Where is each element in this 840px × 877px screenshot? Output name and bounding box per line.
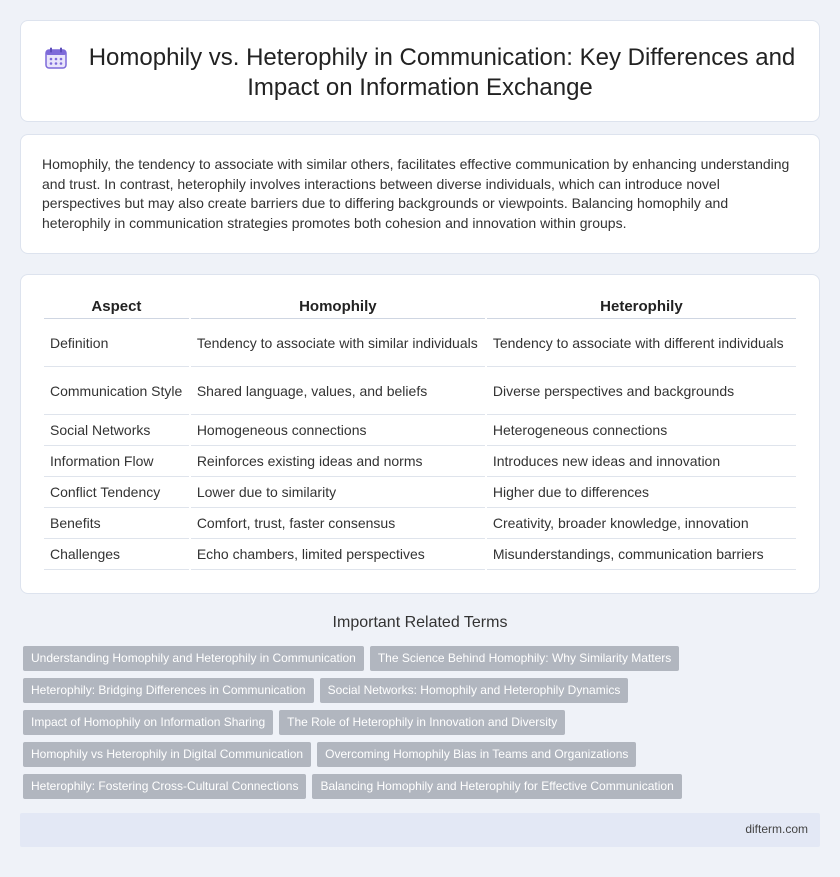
- related-terms-heading: Important Related Terms: [332, 614, 508, 631]
- table-row: [44, 367, 796, 415]
- cell-aspect: Benefits: [44, 508, 189, 539]
- header-heterophily: Heterophily: [487, 297, 796, 319]
- table-row: [44, 319, 796, 367]
- cell-homophily: Lower due to similarity: [191, 477, 485, 508]
- footer: [20, 813, 820, 847]
- table-row: [44, 508, 796, 539]
- cell-heterophily: Diverse perspectives and backgrounds: [487, 367, 796, 415]
- table-row: [44, 539, 796, 570]
- related-term-tag[interactable]: Understanding Homophily and Heterophily in Communication: [23, 646, 364, 671]
- cell-homophily: Comfort, trust, faster consensus: [191, 508, 485, 539]
- table-header-row: [44, 297, 796, 319]
- page-title: [21, 43, 819, 103]
- related-term-tag[interactable]: Homophily vs Heterophily in Digital Communication: [23, 742, 311, 767]
- table-row: [44, 446, 796, 477]
- related-terms-list: [23, 646, 823, 806]
- cell-homophily: Homogeneous connections: [191, 415, 485, 446]
- intro-paragraph: Homophily, the tendency to associate with similar others, facilitates effective communication by enhancing understanding and trust. In contrast, heterophily involves interactions between diverse individuals, which can introduce novel perspectives but may also create barriers due to differing backgrounds or viewpoints. Balancing homophily and heterophily in communication strategies promotes both cohesion and innovation within groups.: [42, 156, 790, 231]
- cell-heterophily: Higher due to differences: [487, 477, 796, 508]
- footer-site-link[interactable]: difterm.com: [745, 822, 808, 836]
- cell-heterophily: Heterogeneous connections: [487, 415, 796, 446]
- table-row: [44, 477, 796, 508]
- table-row: [44, 415, 796, 446]
- cell-homophily: Echo chambers, limited perspectives: [191, 539, 485, 570]
- related-term-tag[interactable]: Balancing Homophily and Heterophily for Effective Communication: [312, 774, 681, 799]
- cell-aspect: Conflict Tendency: [44, 477, 189, 508]
- related-term-tag[interactable]: Overcoming Homophily Bias in Teams and Organizations: [317, 742, 636, 767]
- cell-homophily: Tendency to associate with similar individuals: [191, 319, 485, 367]
- cell-aspect: Social Networks: [44, 415, 189, 446]
- related-term-tag[interactable]: The Role of Heterophily in Innovation and Diversity: [279, 710, 565, 735]
- page-title-text: Homophily vs. Heterophily in Communication: Key Differences and Impact on Information Exchange: [88, 44, 796, 101]
- header-aspect: Aspect: [44, 297, 189, 319]
- calendar-icon: [45, 47, 67, 69]
- related-term-tag[interactable]: The Science Behind Homophily: Why Similarity Matters: [370, 646, 679, 671]
- related-term-tag[interactable]: Heterophily: Fostering Cross-Cultural Connections: [23, 774, 306, 799]
- comparison-card: [20, 274, 820, 594]
- cell-aspect: Communication Style: [44, 367, 189, 415]
- comparison-table: [42, 297, 798, 570]
- title-wrap: [21, 43, 819, 103]
- related-term-tag[interactable]: Impact of Homophily on Information Sharing: [23, 710, 273, 735]
- header-homophily: Homophily: [191, 297, 485, 319]
- cell-aspect: Challenges: [44, 539, 189, 570]
- cell-heterophily: Misunderstandings, communication barriers: [487, 539, 796, 570]
- cell-heterophily: Introduces new ideas and innovation: [487, 446, 796, 477]
- cell-aspect: Definition: [44, 319, 189, 367]
- cell-heterophily: Creativity, broader knowledge, innovation: [487, 508, 796, 539]
- cell-heterophily: Tendency to associate with different individuals: [487, 319, 796, 367]
- related-term-tag[interactable]: Heterophily: Bridging Differences in Communication: [23, 678, 314, 703]
- cell-aspect: Information Flow: [44, 446, 189, 477]
- intro-card: [20, 134, 820, 254]
- header-card: [20, 20, 820, 122]
- cell-homophily: Shared language, values, and beliefs: [191, 367, 485, 415]
- related-term-tag[interactable]: Social Networks: Homophily and Heterophily Dynamics: [320, 678, 629, 703]
- cell-homophily: Reinforces existing ideas and norms: [191, 446, 485, 477]
